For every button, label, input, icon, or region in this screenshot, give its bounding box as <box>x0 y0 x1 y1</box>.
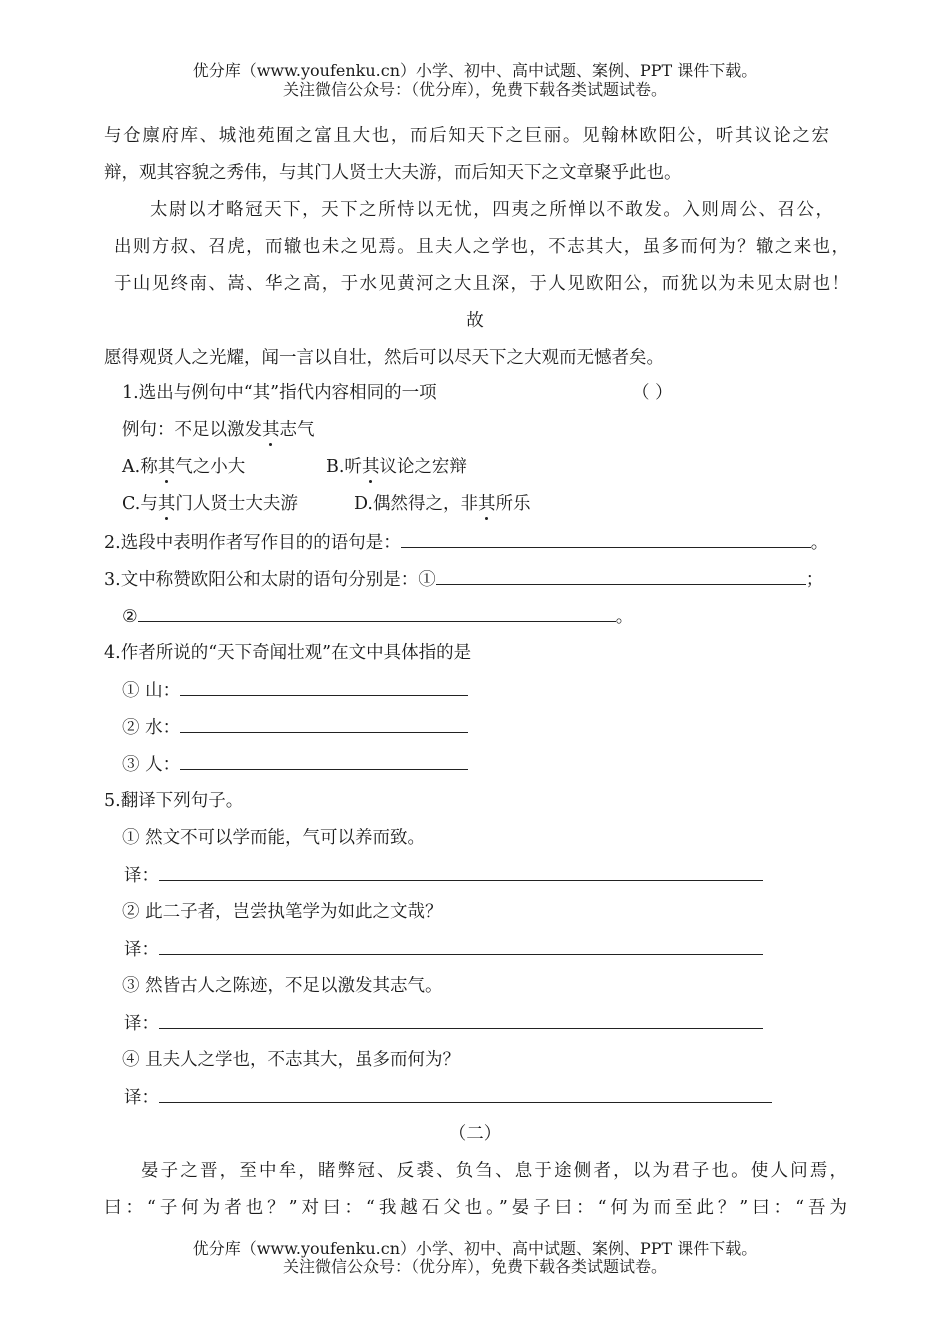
q5-sentence-1: ① 然文不可以学而能，气可以养而致。 <box>122 828 426 848</box>
q3-second-marker: ② <box>122 607 138 627</box>
page-header-line-2: 关注微信公众号：（优分库），免费下载各类试题试卷。 <box>282 80 667 99</box>
q4-item-label: ① 山： <box>122 681 181 701</box>
section-2-title: （二） <box>448 1124 502 1144</box>
q1-option-c[interactable] <box>122 492 298 516</box>
q3 <box>104 567 823 592</box>
page-header-line-1: 优分库（www.youfenku.cn）小学、初中、高中试题、案例、PPT 课件下载。 <box>192 61 758 80</box>
q1-option-a[interactable] <box>122 455 245 479</box>
q4-answer-blank[interactable] <box>180 752 468 770</box>
passage-line-5: 于山见终南、嵩、华之高，于水见黄河之大且深，于人见欧阳公，而犹以为未见太尉也！ <box>114 274 849 294</box>
q2-stem: 2.选段中表明作者写作目的的语句是： <box>104 533 401 553</box>
q1-option-b-mark: 其 <box>361 457 380 477</box>
q1-option-a-prefix: A.称 <box>122 457 158 477</box>
q3-second <box>122 604 633 629</box>
q5-translate-3 <box>124 1011 763 1036</box>
q1-option-c-prefix: C.与 <box>122 494 158 514</box>
translate-answer-blank[interactable] <box>159 863 763 881</box>
translate-label: 译： <box>124 1014 159 1034</box>
q5-sentence-4: ④ 且夫人之学也，不志其大，虽多而何为？ <box>122 1050 461 1070</box>
q1-example-mark: 其 <box>262 420 280 440</box>
q4-item-label: ③ 人： <box>122 755 181 775</box>
passage-line-6: 故 <box>466 311 484 331</box>
q1-example-prefix: 例句：不足以激发 <box>122 420 262 440</box>
q5-translate-1 <box>124 863 763 888</box>
section-2-line-1: 晏子之晋，至中牟，睹弊冠、反裘、负刍、息于途侧者，以为君子也。使人问焉， <box>141 1161 847 1181</box>
q1-answer-paren[interactable]: （ ） <box>632 383 673 403</box>
translate-label: 译： <box>124 1088 159 1108</box>
q5-translate-4 <box>124 1085 772 1110</box>
q1-example <box>122 418 315 442</box>
q1-option-d-mark: 其 <box>477 494 496 514</box>
q1-option-c-suffix: 门人贤士大夫游 <box>175 494 298 514</box>
translate-answer-blank[interactable] <box>159 1011 763 1029</box>
q4-answer-blank[interactable] <box>180 678 468 696</box>
q4-item-water <box>122 715 468 740</box>
q3-sep: ； <box>805 570 824 590</box>
passage-line-1: 与仓廪府库、城池苑囿之富且大也，而后知天下之巨丽。见翰林欧阳公，听其议论之宏 <box>104 126 829 146</box>
q2-answer-blank[interactable] <box>401 530 811 548</box>
translate-answer-blank[interactable] <box>159 1085 772 1103</box>
q1-stem: 1.选出与例句中“其”指代内容相同的一项 <box>122 383 437 403</box>
q4-item-mountain <box>122 678 468 703</box>
section-2-line-2: 曰：“子何为者也？”对曰：“我越石父也。”晏子曰：“何为而至此？”曰：“吾为 <box>104 1198 847 1218</box>
q4-item-label: ② 水： <box>122 718 181 738</box>
translate-label: 译： <box>124 866 159 886</box>
q1-option-d[interactable] <box>354 492 530 516</box>
q3-end: 。 <box>615 607 634 627</box>
q1-option-c-mark: 其 <box>157 494 176 514</box>
q3-answer-blank-1[interactable] <box>436 567 806 585</box>
passage-line-4: 出则方叔、召虎，而辙也未之见焉。且夫人之学也，不志其大，虽多而何为？辙之来也， <box>114 237 849 257</box>
translate-label: 译： <box>124 940 159 960</box>
q1-option-d-suffix: 所乐 <box>495 494 531 514</box>
q5-translate-2 <box>124 937 763 962</box>
page-footer-line-2: 关注微信公众号：（优分库），免费下载各类试题试卷。 <box>282 1257 667 1276</box>
q5-stem: 5.翻译下列句子。 <box>104 791 244 811</box>
q1-option-a-mark: 其 <box>157 457 176 477</box>
q5-sentence-2: ② 此二子者，岂尝执笔学为如此之文哉？ <box>122 902 443 922</box>
q4-item-person <box>122 752 468 777</box>
passage-line-3: 太尉以才略冠天下，天下之所恃以无忧，四夷之所惮以不敢发。入则周公、召公， <box>150 200 833 220</box>
q2 <box>104 530 828 555</box>
q1-option-d-prefix: D.偶然得之，非 <box>354 494 478 514</box>
passage-line-2: 辩，观其容貌之秀伟，与其门人贤士大夫游，而后知天下之文章聚乎此也。 <box>104 163 682 183</box>
page-footer-line-1: 优分库（www.youfenku.cn）小学、初中、高中试题、案例、PPT 课件下载。 <box>192 1239 758 1258</box>
q1-option-b-suffix: 议论之宏辩 <box>379 457 467 477</box>
q1-option-b-prefix: B.听 <box>326 457 362 477</box>
q1-option-a-suffix: 气之小大 <box>175 457 246 477</box>
q1-example-suffix: 志气 <box>279 420 315 440</box>
q3-answer-blank-2[interactable] <box>138 604 616 622</box>
passage-line-7: 愿得观贤人之光耀，闻一言以自壮，然后可以尽天下之大观而无憾者矣。 <box>104 348 664 368</box>
q4-answer-blank[interactable] <box>180 715 468 733</box>
q5-sentence-3: ③ 然皆古人之陈迹，不足以激发其志气。 <box>122 976 443 996</box>
q2-end: 。 <box>810 533 829 553</box>
q1-option-b[interactable] <box>326 455 467 479</box>
q3-stem: 3.文中称赞欧阳公和太尉的语句分别是：① <box>104 570 436 590</box>
q4-stem: 4.作者所说的“天下奇闻壮观”在文中具体指的是 <box>104 643 472 663</box>
translate-answer-blank[interactable] <box>159 937 763 955</box>
